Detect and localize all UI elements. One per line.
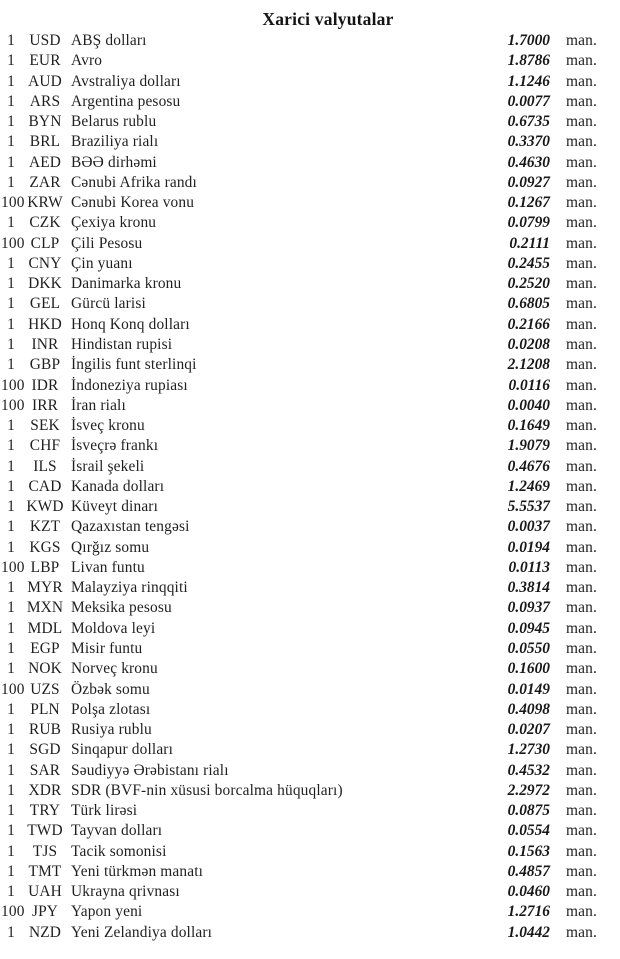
unit-label-cell: man.: [566, 680, 597, 698]
quantity-cell: 1: [7, 721, 15, 739]
currency-code-cell: PLN: [30, 700, 60, 718]
table-row: [0, 680, 620, 700]
unit-label-cell: man.: [566, 700, 597, 718]
rate-value-cell: 0.0937: [507, 599, 550, 617]
currency-code-cell: MXN: [26, 599, 64, 617]
currency-code-cell: RUB: [28, 721, 62, 739]
table-row: [0, 740, 620, 760]
currency-name-cell: Avro: [71, 52, 103, 70]
rate-value-cell: 0.1649: [507, 417, 550, 435]
quantity-cell: 100: [1, 680, 25, 698]
currency-code-cell: USD: [29, 32, 61, 49]
quantity-cell: 1: [7, 741, 15, 759]
currency-code-cell: BRL: [29, 133, 61, 151]
unit-label-cell: man.: [566, 518, 597, 536]
rate-value-cell: 0.0208: [507, 335, 550, 353]
quantity-cell: 1: [7, 579, 15, 597]
unit-label-cell: man.: [566, 802, 597, 820]
rate-value-cell: 1.1246: [507, 72, 550, 90]
quantity-cell: 1: [7, 639, 15, 657]
rate-value-cell: 1.0442: [507, 923, 550, 941]
rate-value-cell: 0.1563: [507, 842, 550, 860]
unit-label-cell: man.: [566, 153, 597, 171]
currency-name-cell: Qırğız somu: [71, 538, 150, 556]
rate-value-cell: 2.1208: [507, 356, 550, 374]
quantity-cell: 1: [7, 498, 15, 516]
currency-code-cell: LBP: [30, 558, 60, 576]
rate-value-cell: 0.0554: [507, 822, 550, 840]
quantity-cell: 1: [7, 538, 15, 556]
table-row: [0, 781, 620, 801]
table-row: [0, 31, 620, 51]
rate-value-cell: 0.0040: [507, 396, 550, 414]
table-row: [0, 639, 620, 659]
quantity-cell: 1: [7, 883, 15, 901]
currency-name-cell: ABŞ dolları: [71, 32, 147, 49]
quantity-cell: 1: [7, 417, 15, 435]
unit-label-cell: man.: [566, 903, 597, 921]
currency-code-cell: ARS: [29, 92, 61, 110]
quantity-cell: 1: [7, 457, 15, 475]
currency-code-cell: GBP: [29, 356, 61, 374]
currency-code-cell: JPY: [31, 903, 59, 921]
quantity-cell: 1: [7, 619, 15, 637]
rate-value-cell: 1.9079: [507, 437, 550, 455]
table-row: [0, 517, 620, 537]
table-row: [0, 92, 620, 112]
currency-code-cell: KZT: [29, 518, 61, 536]
quantity-cell: 1: [7, 842, 15, 860]
table-row: [0, 598, 620, 618]
currency-name-cell: Sinqapur dolları: [71, 741, 173, 759]
unit-label-cell: man.: [566, 741, 597, 759]
rate-value-cell: 0.0460: [507, 883, 550, 901]
rate-value-cell: 1.8786: [507, 52, 550, 70]
rate-value-cell: 0.6735: [507, 113, 550, 131]
table-row: [0, 457, 620, 477]
rate-value-cell: 1.2716: [507, 903, 550, 921]
currency-code-cell: IRR: [31, 396, 59, 414]
currency-name-cell: Rusiya rublu: [71, 721, 152, 739]
table-row: [0, 720, 620, 740]
currency-name-cell: Moldova leyi: [71, 619, 156, 637]
unit-label-cell: man.: [566, 335, 597, 353]
currency-name-cell: Norveç kronu: [71, 660, 158, 678]
currency-name-cell: Livan funtu: [71, 558, 145, 576]
unit-label-cell: man.: [566, 862, 597, 880]
quantity-cell: 100: [1, 376, 25, 394]
currency-code-cell: GEL: [29, 295, 61, 313]
currency-name-cell: İsrail şekeli: [71, 457, 145, 475]
currency-code-cell: KWD: [26, 498, 64, 516]
rate-value-cell: 1.2730: [507, 741, 550, 759]
rate-value-cell: 0.1267: [507, 194, 550, 212]
quantity-cell: 1: [7, 335, 15, 353]
rate-value-cell: 0.0875: [507, 802, 550, 820]
rate-value-cell: 0.2520: [507, 275, 550, 293]
unit-label-cell: man.: [566, 254, 597, 272]
quantity-cell: 100: [1, 903, 25, 921]
currency-name-cell: Argentina pesosu: [71, 92, 181, 110]
unit-label-cell: man.: [566, 356, 597, 374]
unit-label-cell: man.: [566, 761, 597, 779]
table-row: [0, 112, 620, 132]
rate-value-cell: 0.0113: [508, 558, 550, 576]
page-title: Xarici valyutalar: [262, 9, 394, 29]
table-row: [0, 173, 620, 193]
currency-code-cell: DKK: [28, 275, 62, 293]
currency-name-cell: Çexiya kronu: [71, 214, 157, 232]
quantity-cell: 1: [7, 761, 15, 779]
table-row: [0, 254, 620, 274]
currency-name-cell: Cənubi Afrika randı: [71, 173, 197, 191]
currency-code-cell: TRY: [29, 802, 61, 820]
unit-label-cell: man.: [566, 639, 597, 657]
currency-code-cell: ZAR: [29, 173, 61, 191]
quantity-cell: 1: [7, 437, 15, 455]
table-row: [0, 902, 620, 922]
currency-code-cell: EUR: [29, 52, 61, 70]
unit-label-cell: man.: [566, 234, 597, 252]
unit-label-cell: man.: [566, 113, 597, 131]
quantity-cell: 1: [7, 275, 15, 293]
rate-value-cell: 0.0799: [507, 214, 550, 232]
rate-value-cell: 1.2469: [507, 477, 550, 495]
currency-name-cell: Polşa zlotası: [71, 700, 151, 718]
rate-value-cell: 0.2166: [507, 315, 550, 333]
currency-name-cell: Səudiyyə Ərəbistanı rialı: [71, 761, 229, 779]
currency-code-cell: SEK: [30, 417, 60, 435]
rate-value-cell: 0.0207: [507, 721, 550, 739]
currency-code-cell: CZK: [29, 214, 61, 232]
currency-name-cell: Misir funtu: [71, 639, 143, 657]
rate-value-cell: 0.0194: [507, 538, 550, 556]
currency-code-cell: CNY: [28, 254, 62, 272]
unit-label-cell: man.: [566, 437, 597, 455]
currency-name-cell: Yeni Zelandiya dolları: [71, 923, 213, 941]
currency-name-cell: Özbək somu: [71, 680, 150, 698]
currency-name-cell: İsveç kronu: [71, 417, 145, 435]
currency-name-cell: Tayvan dolları: [71, 822, 163, 840]
currency-name-cell: Ukrayna qrivnası: [71, 883, 180, 901]
rate-value-cell: 0.4676: [507, 457, 550, 475]
table-row: [0, 578, 620, 598]
currency-name-cell: Cənubi Korea vonu: [71, 194, 195, 212]
currency-code-cell: KGS: [29, 538, 61, 556]
unit-label-cell: man.: [566, 32, 597, 49]
unit-label-cell: man.: [566, 477, 597, 495]
unit-label-cell: man.: [566, 72, 597, 90]
quantity-cell: 1: [7, 295, 15, 313]
currency-code-cell: TJS: [32, 842, 58, 860]
quantity-cell: 1: [7, 862, 15, 880]
rate-value-cell: 0.2455: [507, 254, 550, 272]
unit-label-cell: man.: [566, 842, 597, 860]
rate-value-cell: 0.0116: [508, 376, 550, 394]
currency-table: [0, 31, 620, 943]
unit-label-cell: man.: [566, 883, 597, 901]
quantity-cell: 1: [7, 173, 15, 191]
currency-name-cell: Çili Pesosu: [71, 234, 143, 252]
rate-value-cell: 0.0945: [507, 619, 550, 637]
table-row: [0, 497, 620, 517]
unit-label-cell: man.: [566, 173, 597, 191]
table-row: [0, 477, 620, 497]
quantity-cell: 100: [1, 194, 25, 212]
currency-name-cell: Qazaxıstan tengəsi: [71, 518, 190, 536]
unit-label-cell: man.: [566, 457, 597, 475]
quantity-cell: 1: [7, 72, 15, 90]
currency-name-cell: Braziliya rialı: [71, 133, 159, 151]
rate-value-cell: 0.2111: [509, 234, 550, 252]
currency-name-cell: Kanada dolları: [71, 477, 165, 495]
table-row: [0, 538, 620, 558]
unit-label-cell: man.: [566, 52, 597, 70]
currency-name-cell: Gürcü larisi: [71, 295, 146, 313]
quantity-cell: 1: [7, 923, 15, 941]
unit-label-cell: man.: [566, 92, 597, 110]
table-row: [0, 923, 620, 943]
currency-name-cell: İndoneziya rupiası: [71, 376, 188, 394]
table-row: [0, 700, 620, 720]
unit-label-cell: man.: [566, 822, 597, 840]
currency-code-cell: INR: [31, 335, 59, 353]
table-row: [0, 821, 620, 841]
currency-code-cell: CLP: [30, 234, 60, 252]
unit-label-cell: man.: [566, 133, 597, 151]
unit-label-cell: man.: [566, 376, 597, 394]
quantity-cell: 1: [7, 153, 15, 171]
rate-value-cell: 0.0077: [507, 92, 550, 110]
currency-code-cell: MDL: [27, 619, 63, 637]
table-row: [0, 396, 620, 416]
table-row: [0, 416, 620, 436]
table-row: [0, 659, 620, 679]
rate-value-cell: 0.4630: [507, 153, 550, 171]
unit-label-cell: man.: [566, 579, 597, 597]
quantity-cell: 1: [7, 315, 15, 333]
rate-value-cell: 0.0037: [507, 518, 550, 536]
rate-value-cell: 2.2972: [507, 781, 550, 799]
currency-code-cell: KRW: [27, 194, 63, 212]
table-row: [0, 801, 620, 821]
currency-name-cell: Yapon yeni: [71, 903, 143, 921]
currency-code-cell: TMT: [28, 862, 62, 880]
table-row: [0, 355, 620, 375]
unit-label-cell: man.: [566, 417, 597, 435]
table-row: [0, 842, 620, 862]
quantity-cell: 1: [7, 92, 15, 110]
quantity-cell: 1: [7, 52, 15, 70]
table-row: [0, 213, 620, 233]
currency-code-cell: SAR: [29, 761, 61, 779]
currency-name-cell: Meksika pesosu: [71, 599, 172, 617]
currency-code-cell: XDR: [28, 781, 62, 799]
quantity-cell: 1: [7, 518, 15, 536]
unit-label-cell: man.: [566, 315, 597, 333]
currency-code-cell: MYR: [27, 579, 63, 597]
rate-value-cell: 0.4098: [507, 700, 550, 718]
quantity-cell: 1: [7, 477, 15, 495]
unit-label-cell: man.: [566, 599, 597, 617]
rate-value-cell: 0.6805: [507, 295, 550, 313]
currency-code-cell: NZD: [28, 923, 62, 941]
currency-name-cell: Avstraliya dolları: [71, 72, 181, 90]
currency-name-cell: BƏƏ dirhəmi: [71, 153, 157, 171]
unit-label-cell: man.: [566, 660, 597, 678]
quantity-cell: 1: [7, 599, 15, 617]
rate-value-cell: 0.4857: [507, 862, 550, 880]
rate-value-cell: 0.3814: [507, 579, 550, 597]
currency-name-cell: İngilis funt sterlinqi: [71, 356, 197, 374]
currency-name-cell: Küveyt dinarı: [71, 498, 159, 516]
table-row: [0, 761, 620, 781]
currency-code-cell: AUD: [28, 72, 62, 90]
rate-value-cell: 0.0149: [507, 680, 550, 698]
quantity-cell: 100: [1, 234, 25, 252]
currency-code-cell: TWD: [27, 822, 63, 840]
table-row: [0, 335, 620, 355]
quantity-cell: 1: [7, 700, 15, 718]
unit-label-cell: man.: [566, 558, 597, 576]
currency-code-cell: UAH: [28, 883, 62, 901]
unit-label-cell: man.: [566, 619, 597, 637]
currency-name-cell: SDR (BVF-nin xüsusi borcalma hüquqları): [71, 781, 343, 799]
rate-value-cell: 0.4532: [507, 761, 550, 779]
currency-code-cell: SGD: [29, 741, 61, 759]
unit-label-cell: man.: [566, 721, 597, 739]
currency-name-cell: İsveçrə frankı: [71, 437, 159, 455]
quantity-cell: 100: [1, 396, 25, 414]
currency-name-cell: Yeni türkmən manatı: [71, 862, 204, 880]
currency-code-cell: AED: [28, 153, 62, 171]
quantity-cell: 1: [7, 113, 15, 131]
rate-value-cell: 0.0927: [507, 173, 550, 191]
currency-name-cell: Türk lirəsi: [71, 802, 138, 820]
rate-value-cell: 0.1600: [507, 660, 550, 678]
quantity-cell: 1: [7, 802, 15, 820]
currency-name-cell: Hindistan rupisi: [71, 335, 173, 353]
quantity-cell: 100: [1, 558, 25, 576]
table-row: [0, 619, 620, 639]
currency-code-cell: IDR: [31, 376, 59, 394]
table-row: [0, 72, 620, 92]
rate-value-cell: 1.7000: [507, 32, 550, 49]
table-row: [0, 882, 620, 902]
rate-value-cell: 0.3370: [507, 133, 550, 151]
unit-label-cell: man.: [566, 194, 597, 212]
currency-name-cell: İran rialı: [71, 396, 126, 414]
currency-name-cell: Tacik somonisi: [71, 842, 167, 860]
quantity-cell: 1: [7, 214, 15, 232]
table-row: [0, 153, 620, 173]
currency-name-cell: Belarus rublu: [71, 113, 157, 131]
quantity-cell: 1: [7, 254, 15, 272]
unit-label-cell: man.: [566, 275, 597, 293]
unit-label-cell: man.: [566, 214, 597, 232]
quantity-cell: 1: [7, 660, 15, 678]
currency-code-cell: CAD: [28, 477, 62, 495]
table-row: [0, 132, 620, 152]
currency-code-cell: HKD: [28, 315, 62, 333]
table-row: [0, 862, 620, 882]
currency-name-cell: Danimarka kronu: [71, 275, 182, 293]
table-row: [0, 51, 620, 71]
currency-code-cell: BYN: [28, 113, 62, 131]
rate-value-cell: 0.0550: [507, 639, 550, 657]
currency-code-cell: NOK: [28, 660, 62, 678]
currency-code-cell: ILS: [33, 457, 57, 475]
table-row: [0, 234, 620, 254]
unit-label-cell: man.: [566, 923, 597, 941]
table-row: [0, 274, 620, 294]
unit-label-cell: man.: [566, 538, 597, 556]
unit-label-cell: man.: [566, 498, 597, 516]
unit-label-cell: man.: [566, 295, 597, 313]
table-row: [0, 315, 620, 335]
currency-code-cell: EGP: [30, 639, 60, 657]
table-row: [0, 294, 620, 314]
quantity-cell: 1: [7, 133, 15, 151]
currency-name-cell: Honq Konq dolları: [71, 315, 190, 333]
currency-code-cell: UZS: [30, 680, 60, 698]
quantity-cell: 1: [7, 356, 15, 374]
unit-label-cell: man.: [566, 396, 597, 414]
unit-label-cell: man.: [566, 781, 597, 799]
quantity-cell: 1: [7, 781, 15, 799]
table-row: [0, 558, 620, 578]
currency-code-cell: CHF: [29, 437, 61, 455]
quantity-cell: 1: [7, 822, 15, 840]
currency-name-cell: Malayziya rinqqiti: [71, 579, 188, 597]
rate-value-cell: 5.5537: [507, 498, 550, 516]
quantity-cell: 1: [7, 32, 15, 49]
table-row: [0, 376, 620, 396]
table-row: [0, 436, 620, 456]
table-row: [0, 193, 620, 213]
currency-name-cell: Çin yuanı: [71, 254, 133, 272]
